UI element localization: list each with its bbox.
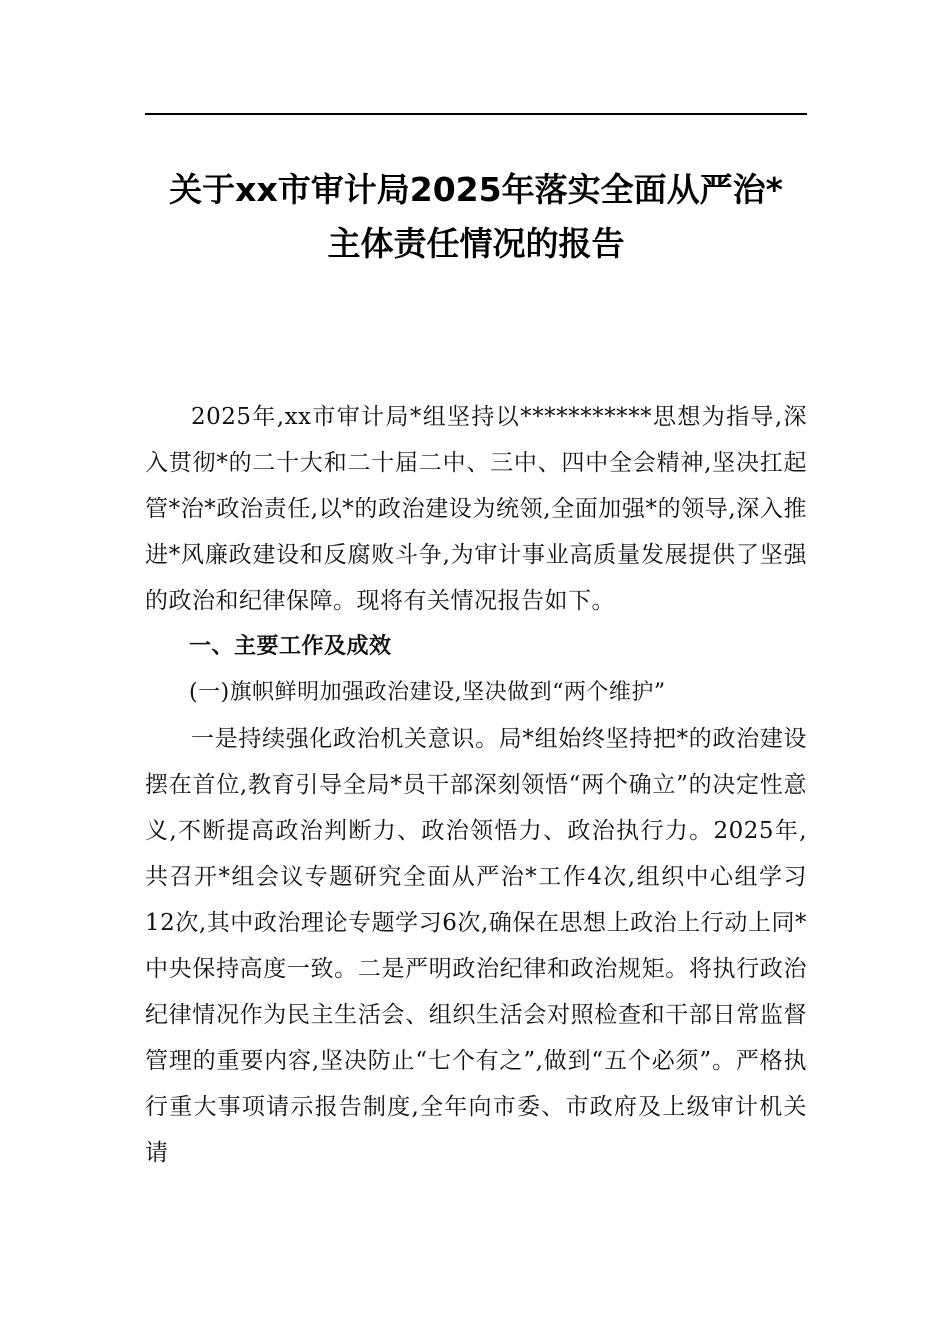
body-paragraph: 一是持续强化政治机关意识。局*组始终坚持把*的政治建设摆在首位,教育引导全局*员干部深刻领悟“两个确立”的决定性意义,不断提高政治判断力、政治领悟力、政治执行力。2025年,共召开*组会议专题研究全面从严治*工作4次,组织中心组学习12次,其中政治理论专题学习6次,确保在思想上政治上行动上同*中央保持高度一致。二是严明政治纪律和政治规矩。将执行政治纪律情况作为民主生活会、组织生活会对照检查和干部日常监督管理的重要内容,坚决防止“七个有之”,做到“五个必须”。严格执行重大事项请示报告制度,全年向市委、市政府及上级审计机关请 bbox=[145, 726, 807, 1166]
section-heading: 一、主要工作及成效 bbox=[189, 634, 392, 659]
title-line-2: 主体责任情况的报告 bbox=[327, 224, 625, 263]
title-line-1: 关于xx市审计局2025年落实全面从严治* bbox=[169, 170, 783, 209]
intro-paragraph: 2025年,xx市审计局*组坚持以***********思想为指导,深入贯彻*的二十大和二十届二中、三中、四中全会精神,坚决扛起管*治*政治责任,以*的政治建设为统领,全面加强*的领导,深入推进*风廉政建设和反腐败斗争,为审计事业高质量发展提供了坚强的政治和纪律保障。现将有关情况报告如下。 bbox=[145, 404, 807, 614]
header-divider bbox=[145, 113, 807, 115]
subsection-heading: (一)旗帜鲜明加强政治建设,坚决做到“两个维护” bbox=[189, 680, 666, 705]
document-title bbox=[145, 163, 807, 271]
document-body bbox=[145, 394, 807, 1176]
